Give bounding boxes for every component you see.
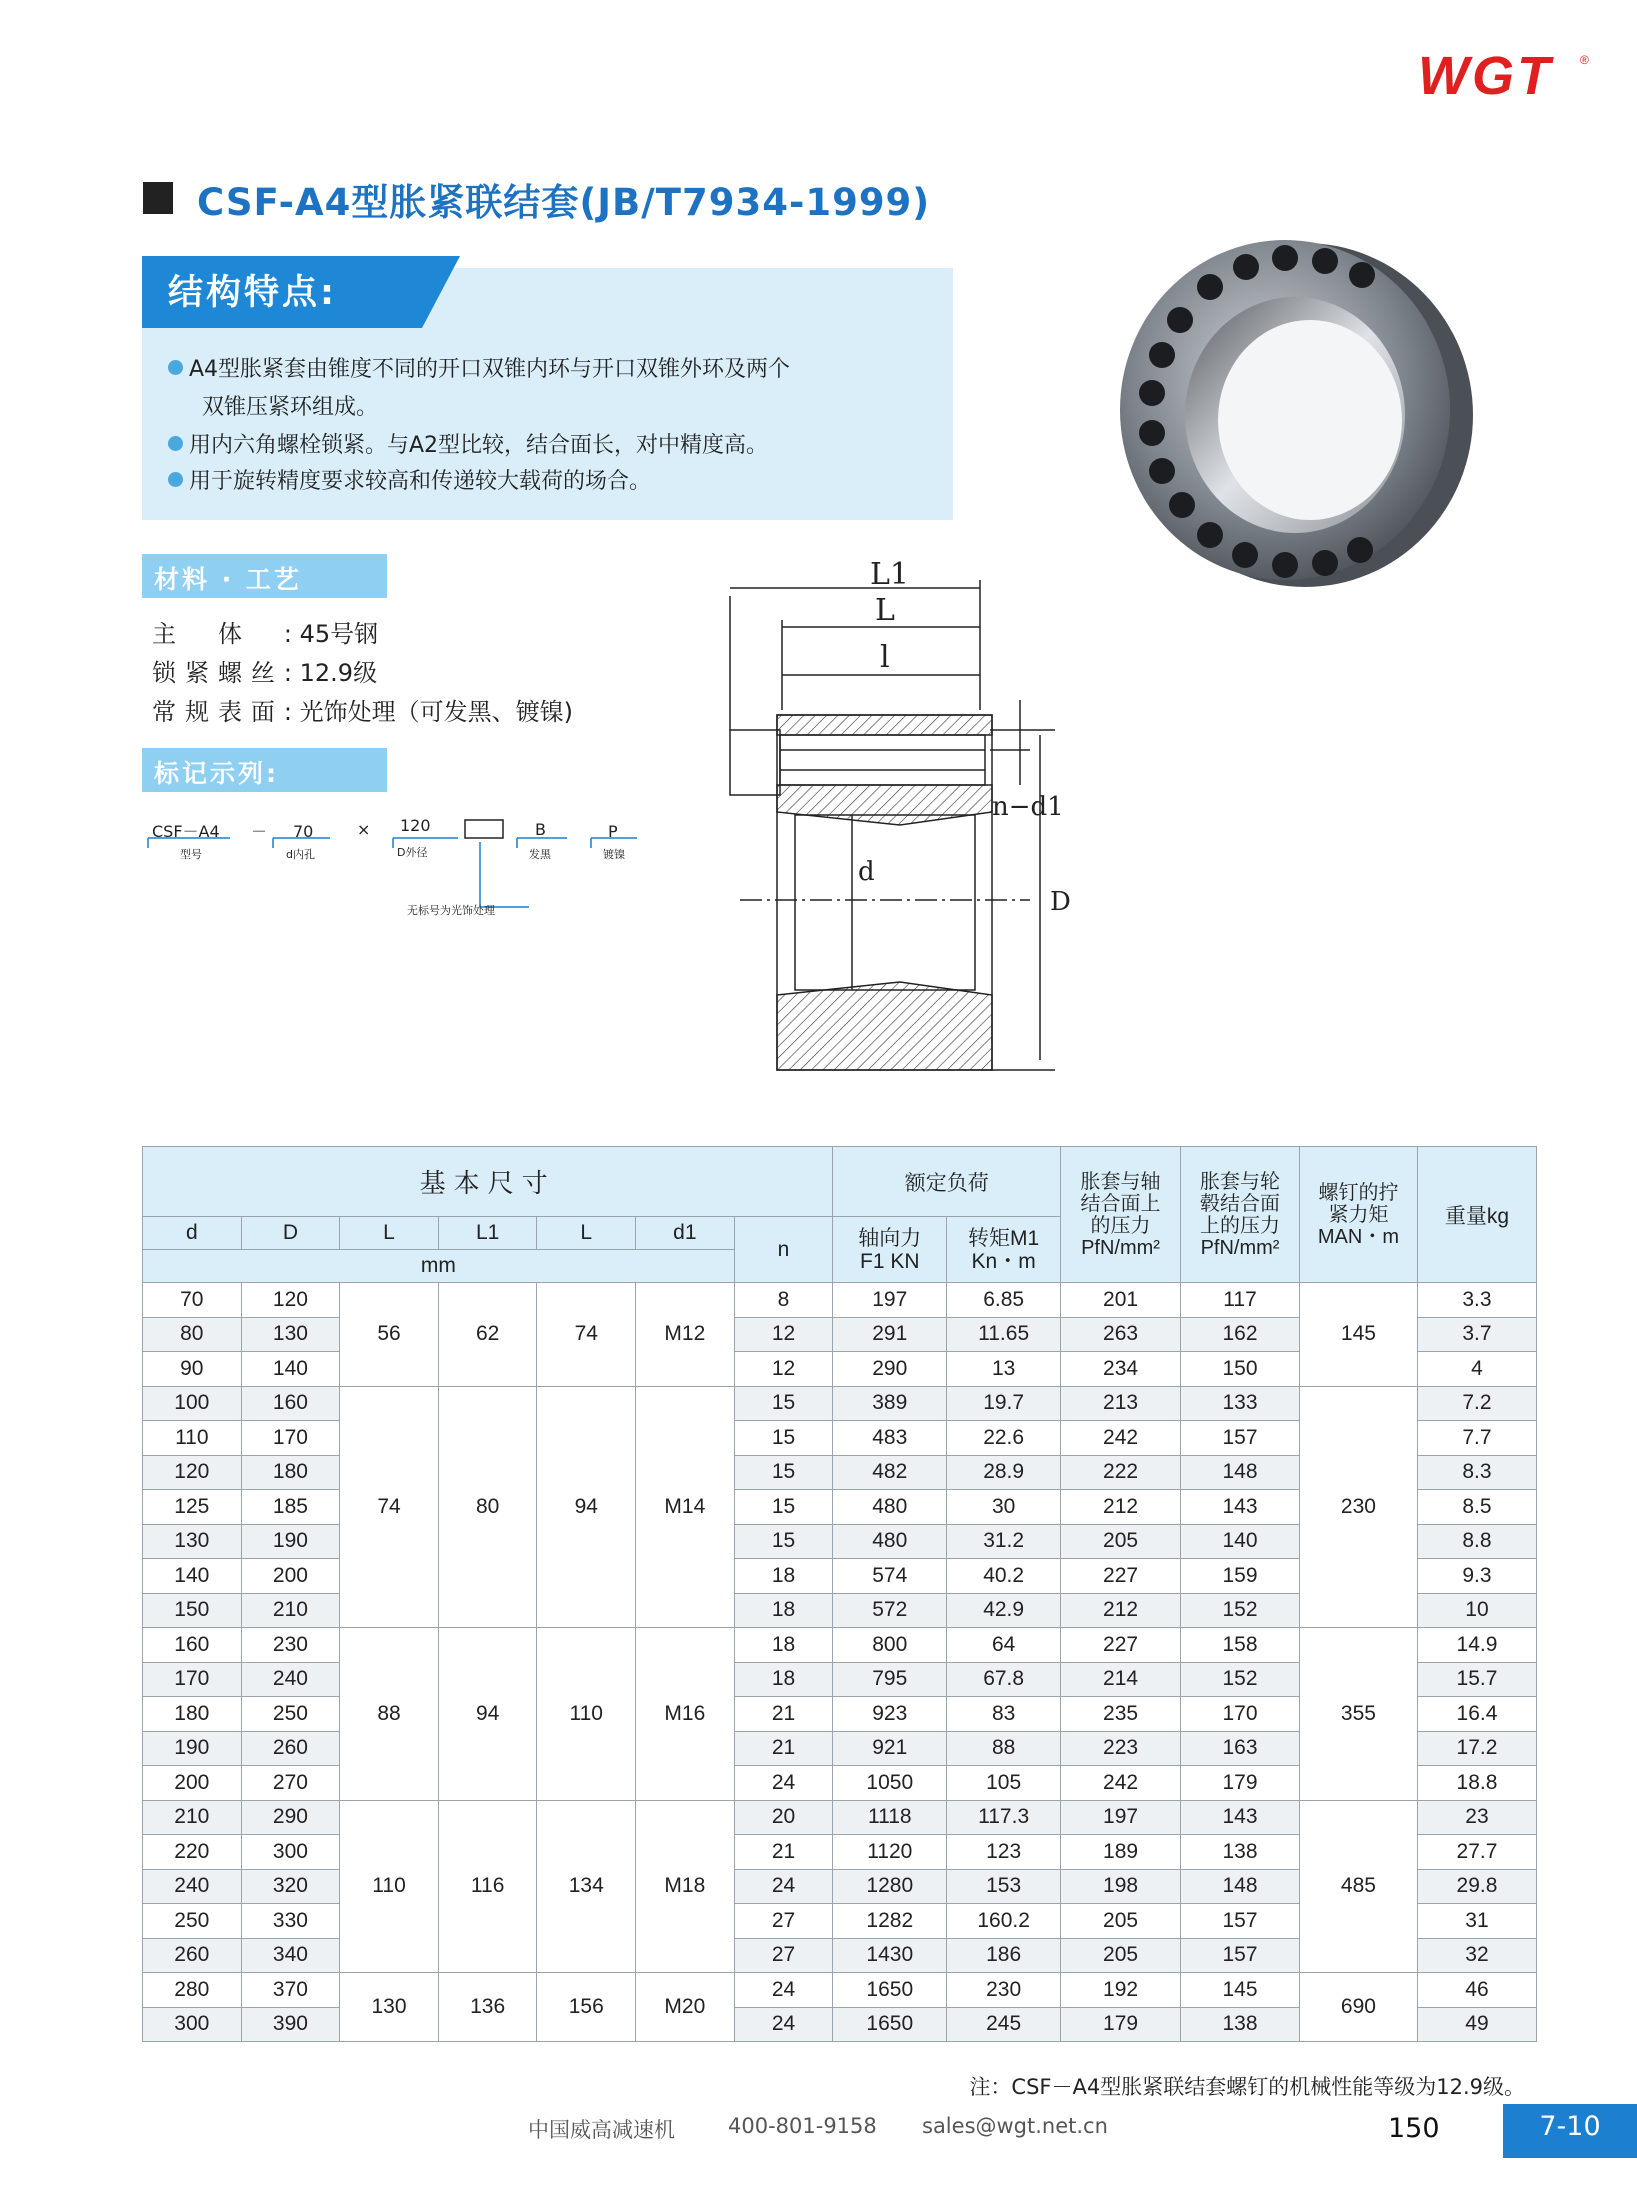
cell-n: 18 xyxy=(734,1628,833,1663)
cell-F1: 1120 xyxy=(833,1835,947,1870)
header-rated-load: 额定负荷 xyxy=(833,1147,1061,1217)
cell-weight: 23 xyxy=(1417,1800,1536,1835)
cell-n: 12 xyxy=(734,1317,833,1352)
cell-weight: 8.8 xyxy=(1417,1524,1536,1559)
material-row: 常规表面: 光饰处理（可发黑、镀镍) xyxy=(152,698,574,726)
cell-M1: 40.2 xyxy=(947,1559,1061,1594)
cell-D: 140 xyxy=(241,1352,340,1387)
cell-n: 18 xyxy=(734,1559,833,1594)
cell-pf2: 148 xyxy=(1181,1869,1300,1904)
cell-F1: 1050 xyxy=(833,1766,947,1801)
dim-l: l xyxy=(880,640,890,675)
table-row xyxy=(143,1386,1537,1421)
footnote: 注：CSF－A4型胀紧联结套螺钉的机械性能等级为12.9级。 xyxy=(969,2075,1525,2099)
page-number: 150 xyxy=(1388,2113,1440,2144)
cell-pf: 242 xyxy=(1061,1421,1181,1456)
dim-d: d xyxy=(858,857,875,887)
header-torque: 转矩M1 Kn・m xyxy=(947,1217,1061,1283)
marking-dash: － xyxy=(251,822,268,841)
cell-torque: 355 xyxy=(1299,1628,1417,1801)
cell-pf: 198 xyxy=(1061,1869,1181,1904)
cell-D: 260 xyxy=(241,1731,340,1766)
section-number: 7-10 xyxy=(1539,2111,1601,2142)
cell-d: 100 xyxy=(143,1386,242,1421)
cell-D: 210 xyxy=(241,1593,340,1628)
cell-M1: 30 xyxy=(947,1490,1061,1525)
cell-weight: 18.8 xyxy=(1417,1766,1536,1801)
cell-d1: M12 xyxy=(636,1283,735,1387)
dim-D: D xyxy=(1050,887,1071,917)
cell-F1: 482 xyxy=(833,1455,947,1490)
marking-note: 无标号为光饰处理 xyxy=(407,904,495,917)
cell-n: 21 xyxy=(734,1835,833,1870)
cell-M1: 88 xyxy=(947,1731,1061,1766)
cell-M1: 67.8 xyxy=(947,1662,1061,1697)
cell-D: 320 xyxy=(241,1869,340,1904)
cell-D: 180 xyxy=(241,1455,340,1490)
cell-pf2: 145 xyxy=(1181,1973,1300,2008)
bullet-icon xyxy=(168,436,183,451)
cell-d1: M18 xyxy=(636,1800,735,1973)
header-d1: d1 xyxy=(636,1217,735,1250)
cell-M1: 64 xyxy=(947,1628,1061,1663)
cell-torque: 485 xyxy=(1299,1800,1417,1973)
cell-M1: 31.2 xyxy=(947,1524,1061,1559)
cell-d: 150 xyxy=(143,1593,242,1628)
cell-pf: 212 xyxy=(1061,1490,1181,1525)
marking-model: CSF－A4 xyxy=(152,822,220,841)
cell-D: 130 xyxy=(241,1317,340,1352)
cell-weight: 49 xyxy=(1417,2007,1536,2042)
cell-pf2: 152 xyxy=(1181,1662,1300,1697)
cell-d1: M16 xyxy=(636,1628,735,1801)
cell-F1: 290 xyxy=(833,1352,947,1387)
cell-F1: 923 xyxy=(833,1697,947,1732)
cell-weight: 3.7 xyxy=(1417,1317,1536,1352)
cell-pf: 227 xyxy=(1061,1559,1181,1594)
cell-weight: 31 xyxy=(1417,1904,1536,1939)
feature-item: A4型胀紧套由锥度不同的开口双锥内环与开口双锥外环及两个 xyxy=(168,352,790,383)
cell-D: 160 xyxy=(241,1386,340,1421)
cell-M1: 117.3 xyxy=(947,1800,1061,1835)
cell-l: 134 xyxy=(537,1800,636,1973)
features-heading: 结构特点: xyxy=(168,273,337,313)
cell-M1: 230 xyxy=(947,1973,1061,2008)
cell-n: 24 xyxy=(734,1973,833,2008)
cell-pf2: 157 xyxy=(1181,1421,1300,1456)
cell-M1: 42.9 xyxy=(947,1593,1061,1628)
table-row xyxy=(143,1800,1537,1835)
cell-d: 80 xyxy=(143,1317,242,1352)
cell-weight: 7.2 xyxy=(1417,1386,1536,1421)
cell-d: 70 xyxy=(143,1283,242,1318)
cell-pf: 192 xyxy=(1061,1973,1181,2008)
header-unit-mm: mm xyxy=(143,1250,735,1283)
cell-pf: 197 xyxy=(1061,1800,1181,1835)
cell-pf2: 158 xyxy=(1181,1628,1300,1663)
cell-l: 110 xyxy=(537,1628,636,1801)
cell-n: 15 xyxy=(734,1386,833,1421)
feature-item: 用于旋转精度要求较高和传递较大载荷的场合。 xyxy=(168,464,651,495)
cell-F1: 574 xyxy=(833,1559,947,1594)
cell-weight: 8.5 xyxy=(1417,1490,1536,1525)
cell-torque: 230 xyxy=(1299,1386,1417,1628)
cell-d: 240 xyxy=(143,1869,242,1904)
cell-d: 170 xyxy=(143,1662,242,1697)
cell-l: 156 xyxy=(537,1973,636,2042)
cell-n: 27 xyxy=(734,1938,833,1973)
cell-pf2: 179 xyxy=(1181,1766,1300,1801)
cell-n: 15 xyxy=(734,1524,833,1559)
cell-D: 190 xyxy=(241,1524,340,1559)
dim-L: L xyxy=(875,593,895,628)
table-row xyxy=(143,1283,1537,1318)
cell-n: 27 xyxy=(734,1904,833,1939)
marking-model-label: 型号 xyxy=(180,848,202,861)
cell-pf2: 162 xyxy=(1181,1317,1300,1352)
table-row xyxy=(143,1973,1537,2008)
cell-D: 390 xyxy=(241,2007,340,2042)
cell-pf2: 133 xyxy=(1181,1386,1300,1421)
cell-d: 160 xyxy=(143,1628,242,1663)
cell-pf2: 159 xyxy=(1181,1559,1300,1594)
header-basic-size: 基本尺寸 xyxy=(143,1147,833,1217)
cell-L1: 116 xyxy=(438,1800,537,1973)
cell-F1: 197 xyxy=(833,1283,947,1318)
cell-M1: 83 xyxy=(947,1697,1061,1732)
cell-F1: 800 xyxy=(833,1628,947,1663)
bullet-icon xyxy=(168,472,183,487)
footer-company: 中国威高减速机 xyxy=(528,2118,675,2142)
marking-outer: 120 xyxy=(400,816,431,835)
cell-d: 90 xyxy=(143,1352,242,1387)
cell-D: 330 xyxy=(241,1904,340,1939)
cell-pf2: 157 xyxy=(1181,1904,1300,1939)
cell-D: 120 xyxy=(241,1283,340,1318)
dim-nd1: n−d1 xyxy=(992,792,1064,822)
materials-heading: 材料 · 工艺 xyxy=(154,565,302,594)
cell-weight: 9.3 xyxy=(1417,1559,1536,1594)
cell-pf2: 117 xyxy=(1181,1283,1300,1318)
cell-n: 24 xyxy=(734,1766,833,1801)
cell-d: 280 xyxy=(143,1973,242,2008)
cell-M1: 186 xyxy=(947,1938,1061,1973)
cell-pf2: 138 xyxy=(1181,2007,1300,2042)
cell-D: 240 xyxy=(241,1662,340,1697)
cell-n: 24 xyxy=(734,1869,833,1904)
cell-pf2: 143 xyxy=(1181,1800,1300,1835)
title-marker xyxy=(143,182,173,214)
marking-nickel-label: 镀镍 xyxy=(603,848,625,861)
cell-n: 21 xyxy=(734,1697,833,1732)
cell-M1: 123 xyxy=(947,1835,1061,1870)
marking-nickel: P xyxy=(608,822,618,841)
cell-L1: 80 xyxy=(438,1386,537,1628)
material-row: 锁紧螺丝: 12.9级 xyxy=(152,659,378,687)
header-axial-force: 轴向力 F1 KN xyxy=(833,1217,947,1283)
cell-pf: 179 xyxy=(1061,2007,1181,2042)
cell-weight: 4 xyxy=(1417,1352,1536,1387)
cell-F1: 389 xyxy=(833,1386,947,1421)
marking-outer-label: D外径 xyxy=(397,846,428,859)
cell-pf: 234 xyxy=(1061,1352,1181,1387)
cell-F1: 1650 xyxy=(833,2007,947,2042)
cell-pf: 201 xyxy=(1061,1283,1181,1318)
cell-M1: 153 xyxy=(947,1869,1061,1904)
cell-F1: 480 xyxy=(833,1524,947,1559)
cell-weight: 14.9 xyxy=(1417,1628,1536,1663)
cell-D: 370 xyxy=(241,1973,340,2008)
cell-pf2: 157 xyxy=(1181,1938,1300,1973)
cell-n: 15 xyxy=(734,1490,833,1525)
cell-pf: 213 xyxy=(1061,1386,1181,1421)
cell-d: 110 xyxy=(143,1421,242,1456)
cell-D: 250 xyxy=(241,1697,340,1732)
registered-mark: ® xyxy=(1580,53,1589,67)
cell-d: 120 xyxy=(143,1455,242,1490)
cell-M1: 105 xyxy=(947,1766,1061,1801)
cell-torque: 690 xyxy=(1299,1973,1417,2042)
cell-F1: 483 xyxy=(833,1421,947,1456)
cell-d: 125 xyxy=(143,1490,242,1525)
cell-F1: 572 xyxy=(833,1593,947,1628)
cell-L1: 136 xyxy=(438,1973,537,2042)
cell-pf2: 163 xyxy=(1181,1731,1300,1766)
marking-heading: 标记示列: xyxy=(154,759,279,788)
cell-d: 210 xyxy=(143,1800,242,1835)
cell-n: 12 xyxy=(734,1352,833,1387)
cell-d: 260 xyxy=(143,1938,242,1973)
header-bolt-torque: 螺钉的拧 紧力矩 MAN・m xyxy=(1299,1147,1417,1283)
cell-weight: 46 xyxy=(1417,1973,1536,2008)
cell-n: 8 xyxy=(734,1283,833,1318)
cell-pf: 235 xyxy=(1061,1697,1181,1732)
cell-pf2: 152 xyxy=(1181,1593,1300,1628)
cell-pf: 212 xyxy=(1061,1593,1181,1628)
cell-n: 18 xyxy=(734,1662,833,1697)
cell-M1: 13 xyxy=(947,1352,1061,1387)
cell-pf: 227 xyxy=(1061,1628,1181,1663)
cell-pf2: 143 xyxy=(1181,1490,1300,1525)
cell-d1: M20 xyxy=(636,1973,735,2042)
cell-d: 250 xyxy=(143,1904,242,1939)
cell-L: 88 xyxy=(340,1628,439,1801)
cell-pf: 189 xyxy=(1061,1835,1181,1870)
cell-d: 140 xyxy=(143,1559,242,1594)
dim-L1: L1 xyxy=(870,557,910,592)
cell-D: 170 xyxy=(241,1421,340,1456)
cell-weight: 16.4 xyxy=(1417,1697,1536,1732)
cell-d: 300 xyxy=(143,2007,242,2042)
marking-bore-label: d内孔 xyxy=(286,848,315,861)
cell-n: 20 xyxy=(734,1800,833,1835)
cell-weight: 10 xyxy=(1417,1593,1536,1628)
cell-weight: 7.7 xyxy=(1417,1421,1536,1456)
cell-pf: 242 xyxy=(1061,1766,1181,1801)
cell-d: 220 xyxy=(143,1835,242,1870)
cell-F1: 1118 xyxy=(833,1800,947,1835)
cell-L: 130 xyxy=(340,1973,439,2042)
cell-weight: 3.3 xyxy=(1417,1283,1536,1318)
cell-F1: 795 xyxy=(833,1662,947,1697)
cell-n: 18 xyxy=(734,1593,833,1628)
cell-d: 190 xyxy=(143,1731,242,1766)
cell-weight: 32 xyxy=(1417,1938,1536,1973)
marking-black-label: 发黑 xyxy=(529,848,551,861)
cell-F1: 921 xyxy=(833,1731,947,1766)
header-shaft-pressure: 胀套与轴 结合面上 的压力 PfN/mm² xyxy=(1061,1147,1181,1283)
header-L: L xyxy=(340,1217,439,1250)
marking-bore: 70 xyxy=(293,822,314,841)
cell-F1: 1650 xyxy=(833,1973,947,2008)
cell-pf: 214 xyxy=(1061,1662,1181,1697)
cell-F1: 291 xyxy=(833,1317,947,1352)
cell-pf: 223 xyxy=(1061,1731,1181,1766)
footer-email: sales@wgt.net.cn xyxy=(922,2114,1108,2138)
cell-d: 180 xyxy=(143,1697,242,1732)
cell-weight: 17.2 xyxy=(1417,1731,1536,1766)
cell-M1: 28.9 xyxy=(947,1455,1061,1490)
cell-pf: 205 xyxy=(1061,1524,1181,1559)
cell-M1: 6.85 xyxy=(947,1283,1061,1318)
cell-F1: 1282 xyxy=(833,1904,947,1939)
header-l: L xyxy=(537,1217,636,1250)
cell-pf2: 138 xyxy=(1181,1835,1300,1870)
cell-weight: 15.7 xyxy=(1417,1662,1536,1697)
cell-F1: 1280 xyxy=(833,1869,947,1904)
cell-F1: 480 xyxy=(833,1490,947,1525)
table-row xyxy=(143,1628,1537,1663)
cross-section-drawing xyxy=(720,550,1090,1080)
feature-item: 用内六角螺栓锁紧。与A2型比较，结合面长，对中精度高。 xyxy=(168,428,768,459)
cell-pf2: 140 xyxy=(1181,1524,1300,1559)
cell-n: 15 xyxy=(734,1421,833,1456)
cell-n: 21 xyxy=(734,1731,833,1766)
cell-weight: 8.3 xyxy=(1417,1455,1536,1490)
cell-l: 74 xyxy=(537,1283,636,1387)
cell-F1: 1430 xyxy=(833,1938,947,1973)
header-L1: L1 xyxy=(438,1217,537,1250)
cell-L: 110 xyxy=(340,1800,439,1973)
marking-black: B xyxy=(535,820,546,839)
header-n: n xyxy=(734,1217,833,1283)
cell-D: 230 xyxy=(241,1628,340,1663)
feature-item-cont: 双锥压紧环组成。 xyxy=(202,395,379,420)
header-d: d xyxy=(143,1217,242,1250)
cell-pf: 205 xyxy=(1061,1904,1181,1939)
cell-L1: 94 xyxy=(438,1628,537,1801)
marking-times: × xyxy=(357,820,371,839)
cell-D: 185 xyxy=(241,1490,340,1525)
cell-M1: 22.6 xyxy=(947,1421,1061,1456)
header-hub-pressure: 胀套与轮 毂结合面 上的压力 PfN/mm² xyxy=(1181,1147,1300,1283)
cell-D: 300 xyxy=(241,1835,340,1870)
page-title: CSF-A4型胀紧联结套(JB/T7934-1999) xyxy=(197,181,931,224)
spec-table xyxy=(142,1146,1537,2042)
cell-M1: 245 xyxy=(947,2007,1061,2042)
product-photo xyxy=(1110,225,1480,600)
cell-weight: 29.8 xyxy=(1417,1869,1536,1904)
header-D: D xyxy=(241,1217,340,1250)
cell-torque: 145 xyxy=(1299,1283,1417,1387)
cell-pf2: 170 xyxy=(1181,1697,1300,1732)
cell-D: 270 xyxy=(241,1766,340,1801)
bullet-icon xyxy=(168,360,183,375)
cell-n: 15 xyxy=(734,1455,833,1490)
cell-weight: 27.7 xyxy=(1417,1835,1536,1870)
cell-L1: 62 xyxy=(438,1283,537,1387)
cell-pf2: 148 xyxy=(1181,1455,1300,1490)
marking-example xyxy=(145,812,675,932)
cell-pf: 263 xyxy=(1061,1317,1181,1352)
cell-n: 24 xyxy=(734,2007,833,2042)
cell-d: 200 xyxy=(143,1766,242,1801)
wgt-logo xyxy=(1418,46,1593,104)
cell-L: 74 xyxy=(340,1386,439,1628)
cell-pf: 222 xyxy=(1061,1455,1181,1490)
material-row: 主体: 45号钢 xyxy=(152,620,379,648)
cell-pf2: 150 xyxy=(1181,1352,1300,1387)
cell-l: 94 xyxy=(537,1386,636,1628)
footer-phone: 400-801-9158 xyxy=(728,2114,877,2138)
cell-L: 56 xyxy=(340,1283,439,1387)
cell-D: 200 xyxy=(241,1559,340,1594)
cell-d: 130 xyxy=(143,1524,242,1559)
cell-D: 340 xyxy=(241,1938,340,1973)
cell-D: 290 xyxy=(241,1800,340,1835)
cell-M1: 11.65 xyxy=(947,1317,1061,1352)
header-weight: 重量kg xyxy=(1417,1147,1536,1283)
logo-text: WGT xyxy=(1418,46,1553,104)
cell-pf: 205 xyxy=(1061,1938,1181,1973)
cell-M1: 19.7 xyxy=(947,1386,1061,1421)
cell-M1: 160.2 xyxy=(947,1904,1061,1939)
cell-d1: M14 xyxy=(636,1386,735,1628)
